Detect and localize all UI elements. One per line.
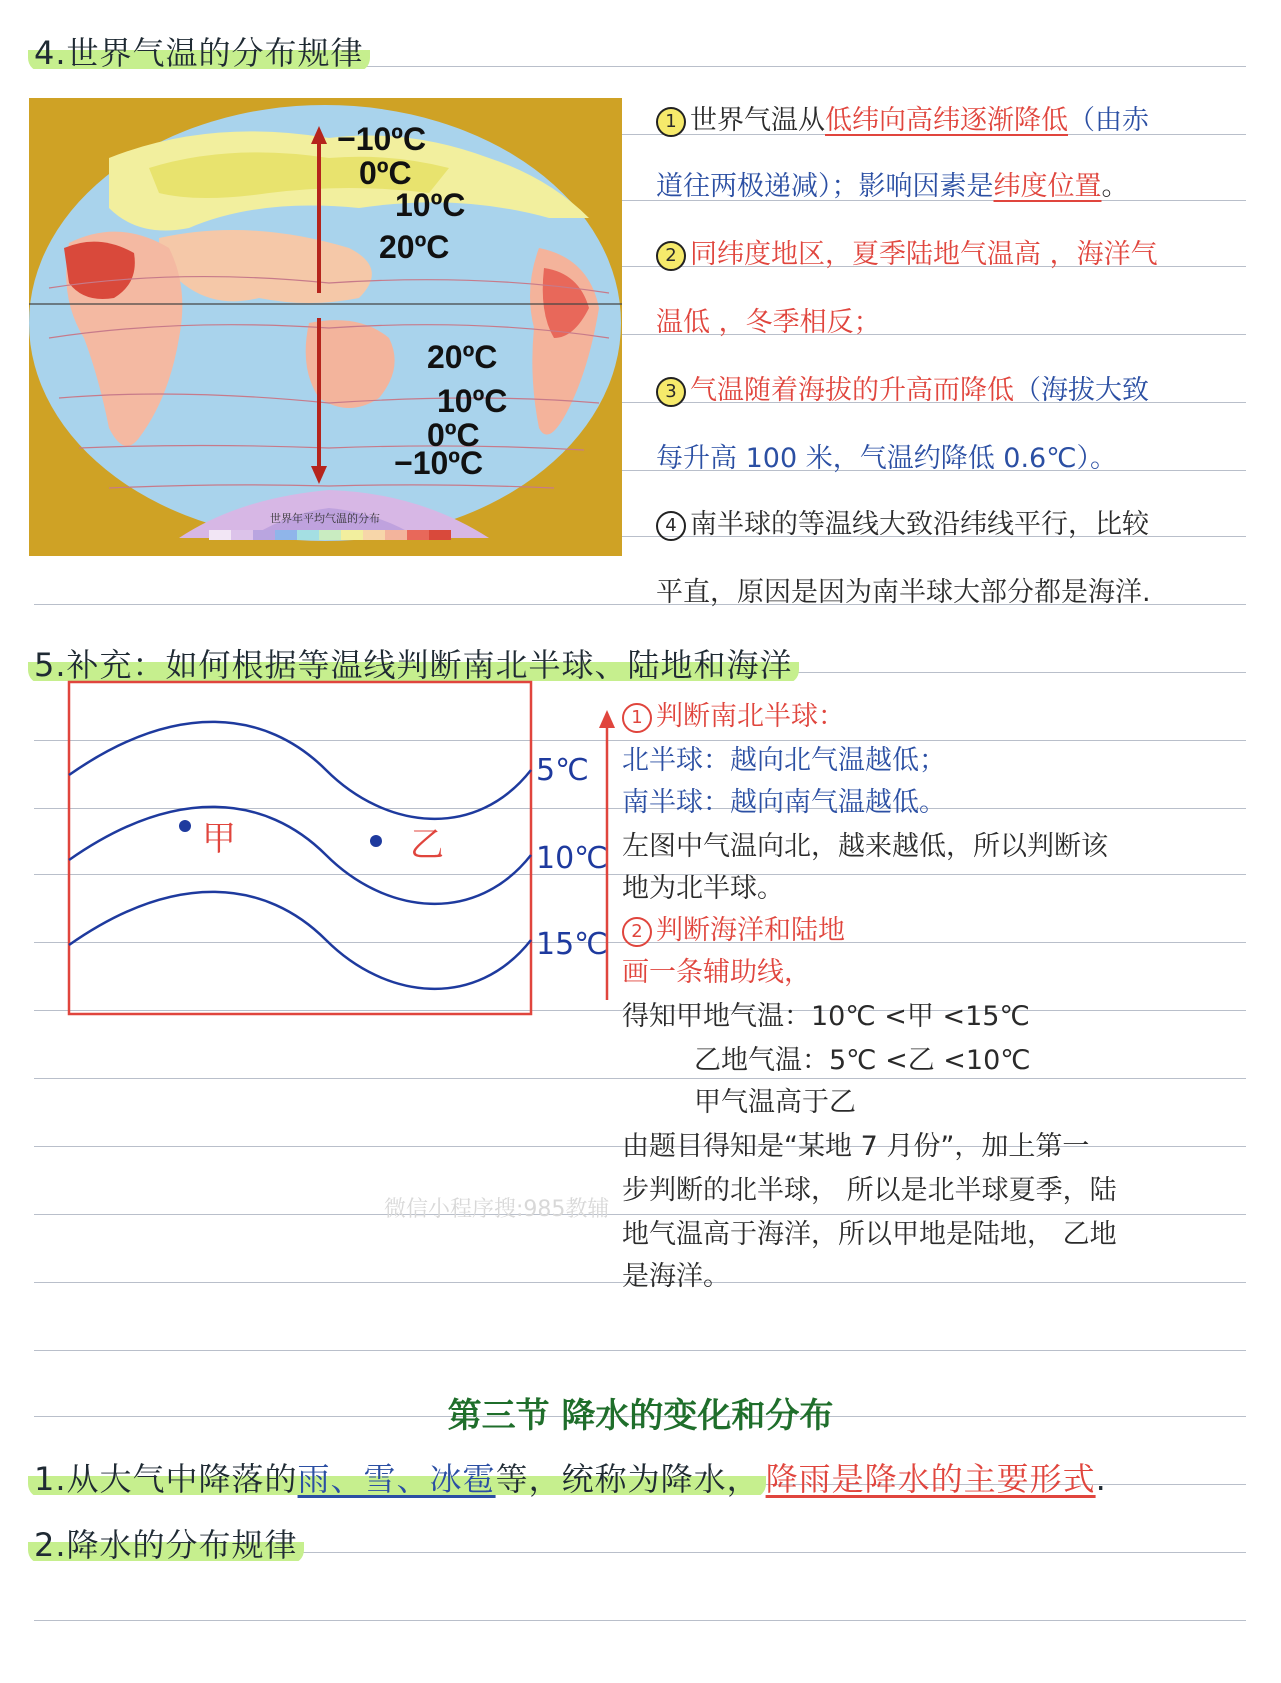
point-jia-dot	[179, 820, 191, 832]
note-5-line-10: 甲气温高于乙	[694, 1087, 856, 1118]
point-yi-dot	[370, 835, 382, 847]
map-label-top-3: 10ºC	[395, 187, 466, 223]
chapter-section-heading: 第三节 降水的变化和分布	[447, 1396, 834, 1436]
isotherm-graphic	[66, 680, 686, 1020]
watermark-text: 微信小程序搜:985教辅	[384, 1197, 610, 1222]
note-4-2-line-1: 2 同纬度地区，夏季陆地气温高 ，海洋气	[656, 238, 1158, 272]
note-5-line-11: 由题目得知是“某地 7 月份”，加上第一	[622, 1131, 1090, 1162]
precip-item-1: 1.从大气中降落的雨、雪、冰雹等，统称为降水， 降雨是降水的主要形式.	[28, 1454, 1107, 1500]
note-5-line-13: 地气温高于海洋，所以甲地是陆地， 乙地	[622, 1219, 1117, 1250]
number-2-badge-red: 2	[622, 917, 652, 947]
map-label-bottom-4: −10ºC	[394, 445, 484, 481]
isotherm-diagram	[66, 680, 686, 1020]
note-5-line-12: 步判断的北半球， 所以是北半球夏季，陆	[622, 1175, 1117, 1206]
map-caption: 世界年平均气温的分布	[270, 512, 380, 525]
note-5-line-4: 左图中气温向北，越来越低，所以判断该	[622, 831, 1108, 862]
map-label-top-2: 0ºC	[359, 155, 412, 191]
note-4-1-line-1: 1 世界气温从低纬向高纬逐渐降低（由赤	[656, 104, 1149, 138]
note-5-line-1: 1 判断南北半球：	[622, 700, 845, 734]
map-legend-bar	[209, 530, 451, 540]
map-label-bottom-3: 0ºC	[427, 417, 480, 453]
map-label-bottom-2: 10ºC	[437, 383, 508, 419]
note-5-line-8: 得知甲地气温：10℃ <甲 <15℃	[622, 1001, 1030, 1032]
note-4-4-line-2: 平直，原因是因为南半球大部分都是海洋.	[656, 577, 1151, 608]
isotherm-15	[69, 892, 531, 989]
isotherm-5	[69, 722, 531, 819]
note-5-line-6: 2 判断海洋和陆地	[622, 914, 845, 948]
iso-label-10: 10℃	[536, 841, 608, 876]
precip-item-2: 2.降水的分布规律	[28, 1520, 304, 1566]
note-5-line-5: 地为北半球。	[622, 873, 784, 904]
section-5-title: 5.补充：如何根据等温线判断南北半球、陆地和海洋	[28, 640, 799, 686]
map-label-top-1: −10ºC	[337, 121, 427, 157]
note-5-line-9: 乙地气温：5℃ <乙 <10℃	[694, 1045, 1031, 1076]
note-5-line-2: 北半球：越向北气温越低；	[622, 745, 946, 776]
isotherm-10	[69, 807, 531, 904]
point-jia-label: 甲	[202, 819, 236, 859]
note-5-line-14: 是海洋。	[622, 1261, 730, 1292]
number-2-badge: 2	[656, 241, 686, 271]
number-1-badge-red: 1	[622, 703, 652, 733]
note-5-line-3: 南半球：越向南气温越低。	[622, 787, 946, 818]
note-4-3-line-2: 每升高 100 米，气温约降低 0.6℃）。	[656, 443, 1118, 474]
section-4-title: 4.世界气温的分布规律	[28, 28, 370, 74]
note-4-2-line-2: 温低 ，冬季相反；	[656, 307, 881, 338]
map-label-top-4: 20ºC	[379, 229, 450, 265]
number-3-badge: 3	[656, 377, 686, 407]
number-4-badge: 4	[656, 511, 686, 541]
point-yi-label: 乙	[410, 825, 444, 865]
iso-label-15: 15℃	[536, 927, 608, 962]
note-5-line-7: 画一条辅助线，	[622, 957, 811, 988]
note-4-1-line-2: 道往两极递减）；影响因素是纬度位置。	[656, 171, 1129, 202]
map-graphic	[29, 98, 622, 556]
note-4-3-line-1: 3 气温随着海拔的升高而降低（海拔大致	[656, 374, 1149, 408]
number-1-badge: 1	[656, 107, 686, 137]
world-temperature-map	[29, 98, 622, 556]
iso-label-5: 5℃	[536, 753, 589, 788]
note-4-4-line-1: 4 南半球的等温线大致沿纬线平行，比较	[656, 508, 1149, 542]
map-label-bottom-1: 20ºC	[427, 339, 498, 375]
